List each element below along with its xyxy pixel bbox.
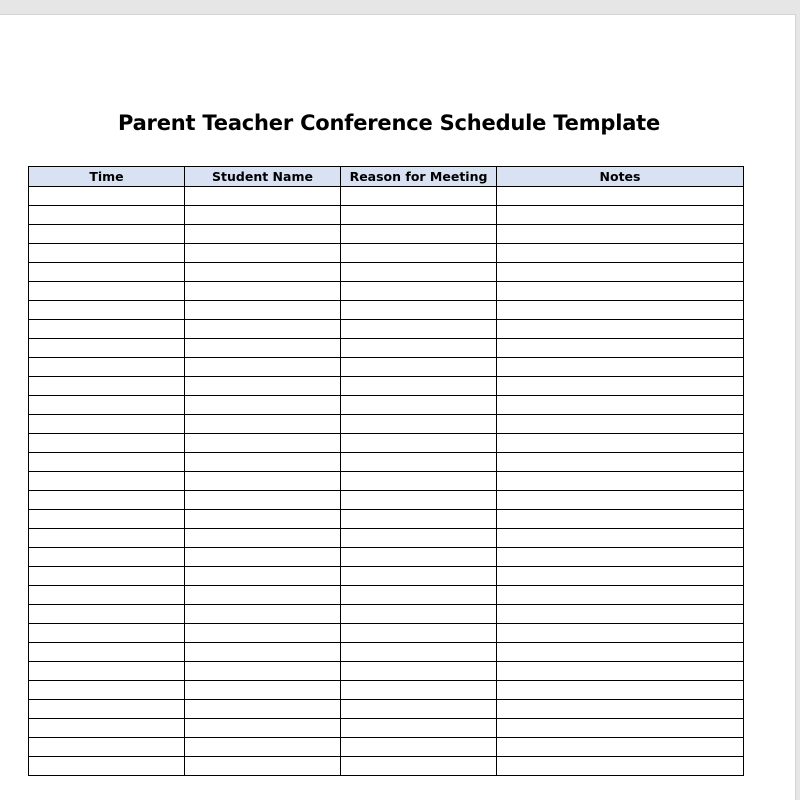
notes-cell[interactable] [497,719,744,738]
time-cell[interactable] [29,415,185,434]
reason-cell[interactable] [341,453,497,472]
notes-cell[interactable] [497,377,744,396]
table-row [29,187,744,206]
notes-cell[interactable] [497,282,744,301]
time-cell[interactable] [29,377,185,396]
page-title: Parent Teacher Conference Schedule Template [117,111,661,135]
table-row [29,567,744,586]
table-row [29,605,744,624]
table-row [29,263,744,282]
student-name-cell[interactable] [185,263,341,282]
notes-cell[interactable] [497,586,744,605]
student-name-cell[interactable] [185,548,341,567]
notes-cell[interactable] [497,700,744,719]
table-row [29,339,744,358]
table-row [29,206,744,225]
time-cell[interactable] [29,719,185,738]
reason-cell[interactable] [341,605,497,624]
reason-cell[interactable] [341,434,497,453]
time-cell[interactable] [29,681,185,700]
student-name-cell[interactable] [185,719,341,738]
table-row [29,700,744,719]
time-cell[interactable] [29,605,185,624]
time-cell[interactable] [29,434,185,453]
reason-cell[interactable] [341,624,497,643]
student-name-cell[interactable] [185,244,341,263]
reason-cell[interactable] [341,339,497,358]
reason-cell[interactable] [341,377,497,396]
student-name-cell[interactable] [185,187,341,206]
time-cell[interactable] [29,358,185,377]
student-name-cell[interactable] [185,757,341,776]
student-name-cell[interactable] [185,282,341,301]
time-cell[interactable] [29,586,185,605]
schedule-table [28,166,744,776]
student-name-cell[interactable] [185,643,341,662]
student-name-cell[interactable] [185,434,341,453]
notes-cell[interactable] [497,225,744,244]
document-page [0,14,796,800]
table-row [29,510,744,529]
table-row [29,491,744,510]
table-row [29,358,744,377]
table-row [29,624,744,643]
student-name-cell[interactable] [185,738,341,757]
header-row [29,167,744,187]
time-cell[interactable] [29,491,185,510]
student-name-cell[interactable] [185,472,341,491]
time-cell[interactable] [29,548,185,567]
table-row [29,738,744,757]
time-cell[interactable] [29,643,185,662]
student-name-cell[interactable] [185,415,341,434]
table-row [29,301,744,320]
reason-cell[interactable] [341,472,497,491]
time-cell[interactable] [29,339,185,358]
table-row [29,472,744,491]
notes-cell[interactable] [497,510,744,529]
table-body [29,187,744,776]
notes-cell[interactable] [497,358,744,377]
notes-cell[interactable] [497,206,744,225]
table-row [29,434,744,453]
time-cell[interactable] [29,244,185,263]
table-row [29,282,744,301]
student-name-cell[interactable] [185,529,341,548]
notes-cell[interactable] [497,396,744,415]
notes-cell[interactable] [497,605,744,624]
time-cell[interactable] [29,510,185,529]
reason-cell[interactable] [341,529,497,548]
table-row [29,377,744,396]
reason-cell[interactable] [341,282,497,301]
reason-cell[interactable] [341,586,497,605]
notes-cell[interactable] [497,453,744,472]
reason-cell[interactable] [341,738,497,757]
reason-cell[interactable] [341,700,497,719]
table-row [29,681,744,700]
time-cell[interactable] [29,206,185,225]
column-header-student-name: Student Name [185,167,341,187]
student-name-cell[interactable] [185,681,341,700]
student-name-cell[interactable] [185,491,341,510]
table-row [29,453,744,472]
student-name-cell[interactable] [185,301,341,320]
column-header-notes: Notes [497,167,744,187]
student-name-cell[interactable] [185,700,341,719]
student-name-cell[interactable] [185,510,341,529]
reason-cell[interactable] [341,244,497,263]
reason-cell[interactable] [341,491,497,510]
table-row [29,586,744,605]
notes-cell[interactable] [497,548,744,567]
reason-cell[interactable] [341,757,497,776]
student-name-cell[interactable] [185,206,341,225]
notes-cell[interactable] [497,263,744,282]
student-name-cell[interactable] [185,396,341,415]
student-name-cell[interactable] [185,624,341,643]
table-row [29,548,744,567]
notes-cell[interactable] [497,738,744,757]
column-header-reason-for-meeting: Reason for Meeting [341,167,497,187]
reason-cell[interactable] [341,358,497,377]
notes-cell[interactable] [497,434,744,453]
reason-cell[interactable] [341,548,497,567]
time-cell[interactable] [29,529,185,548]
time-cell[interactable] [29,757,185,776]
notes-cell[interactable] [497,662,744,681]
table-row [29,662,744,681]
notes-cell[interactable] [497,339,744,358]
reason-cell[interactable] [341,662,497,681]
reason-cell[interactable] [341,206,497,225]
notes-cell[interactable] [497,415,744,434]
notes-cell[interactable] [497,757,744,776]
time-cell[interactable] [29,187,185,206]
student-name-cell[interactable] [185,339,341,358]
notes-cell[interactable] [497,301,744,320]
time-cell[interactable] [29,624,185,643]
time-cell[interactable] [29,700,185,719]
table-row [29,225,744,244]
student-name-cell[interactable] [185,586,341,605]
notes-cell[interactable] [497,320,744,339]
time-cell[interactable] [29,453,185,472]
student-name-cell[interactable] [185,567,341,586]
notes-cell[interactable] [497,529,744,548]
reason-cell[interactable] [341,320,497,339]
reason-cell[interactable] [341,415,497,434]
student-name-cell[interactable] [185,225,341,244]
student-name-cell[interactable] [185,662,341,681]
time-cell[interactable] [29,225,185,244]
student-name-cell[interactable] [185,605,341,624]
time-cell[interactable] [29,282,185,301]
time-cell[interactable] [29,567,185,586]
student-name-cell[interactable] [185,320,341,339]
reason-cell[interactable] [341,225,497,244]
table-row [29,320,744,339]
notes-cell[interactable] [497,681,744,700]
notes-cell[interactable] [497,244,744,263]
reason-cell[interactable] [341,396,497,415]
table-row [29,415,744,434]
time-cell[interactable] [29,320,185,339]
reason-cell[interactable] [341,301,497,320]
column-header-time: Time [29,167,185,187]
time-cell[interactable] [29,301,185,320]
table-row [29,643,744,662]
notes-cell[interactable] [497,491,744,510]
time-cell[interactable] [29,738,185,757]
notes-cell[interactable] [497,624,744,643]
reason-cell[interactable] [341,567,497,586]
table-row [29,529,744,548]
notes-cell[interactable] [497,567,744,586]
reason-cell[interactable] [341,643,497,662]
table-row [29,719,744,738]
notes-cell[interactable] [497,472,744,491]
notes-cell[interactable] [497,187,744,206]
notes-cell[interactable] [497,643,744,662]
table-row [29,396,744,415]
reason-cell[interactable] [341,510,497,529]
time-cell[interactable] [29,396,185,415]
table-row [29,757,744,776]
reason-cell[interactable] [341,681,497,700]
reason-cell[interactable] [341,263,497,282]
table-row [29,244,744,263]
time-cell[interactable] [29,662,185,681]
student-name-cell[interactable] [185,358,341,377]
time-cell[interactable] [29,263,185,282]
student-name-cell[interactable] [185,453,341,472]
student-name-cell[interactable] [185,377,341,396]
reason-cell[interactable] [341,187,497,206]
time-cell[interactable] [29,472,185,491]
reason-cell[interactable] [341,719,497,738]
